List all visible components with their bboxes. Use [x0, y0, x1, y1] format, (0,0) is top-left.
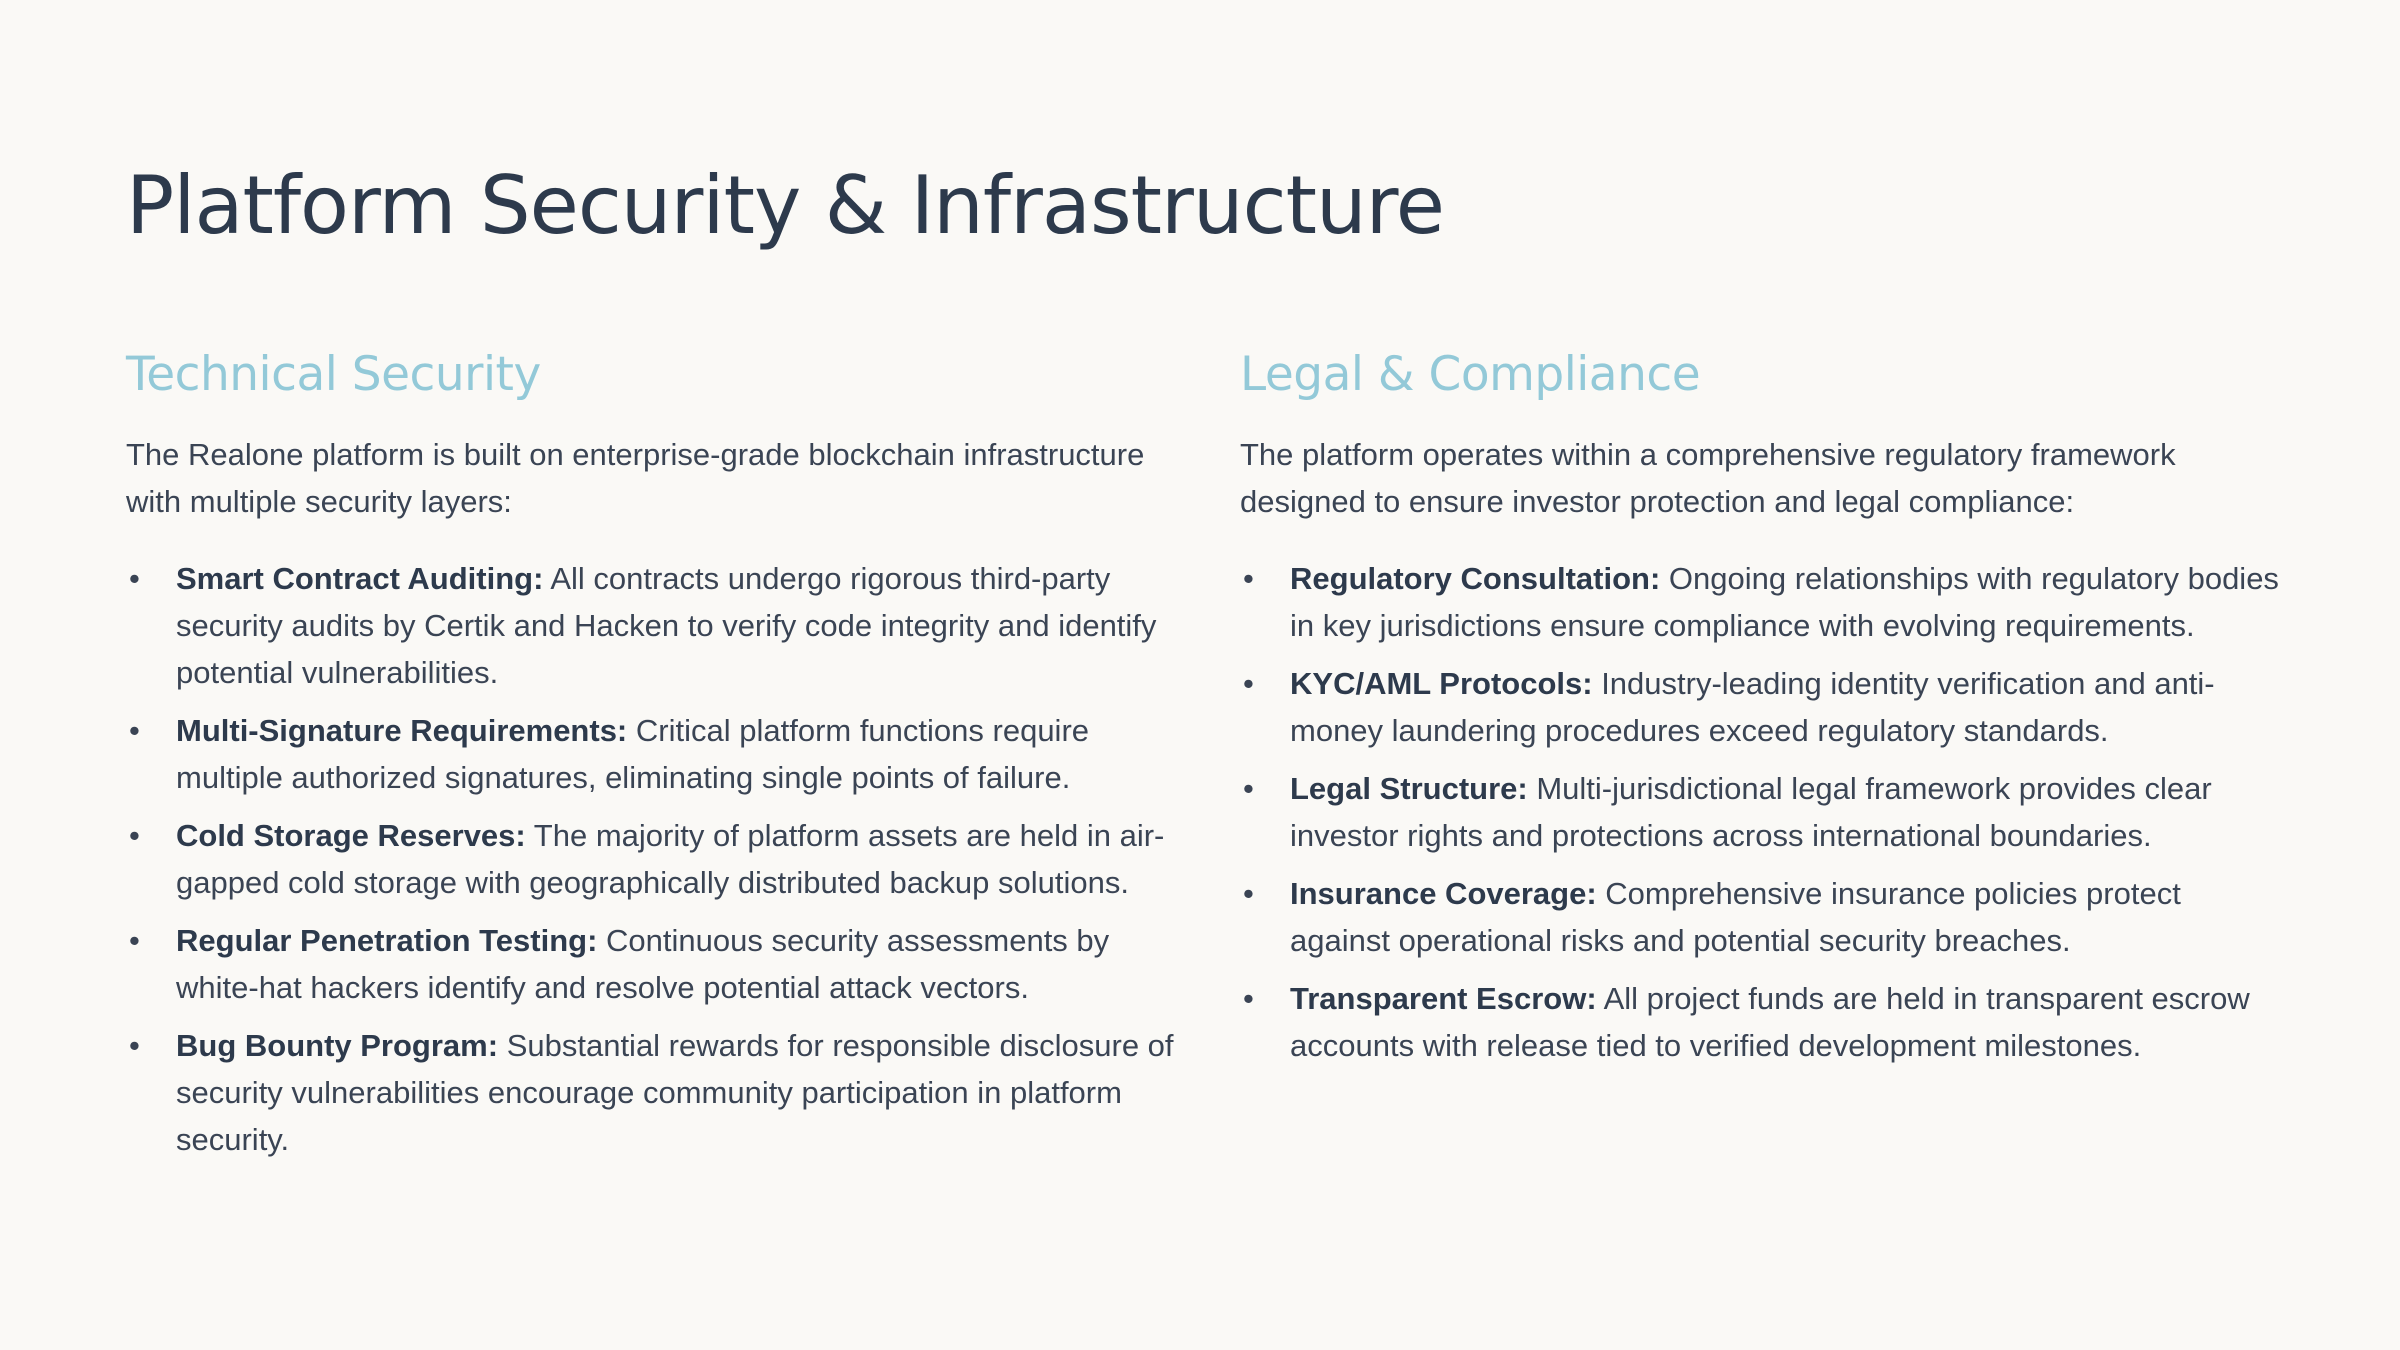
technical-security-intro: The Realone platform is built on enterprise-grade blockchain infrastructure with multiple security layers:: [126, 437, 1145, 519]
section-heading-legal-compliance: Legal & Compliance: [1240, 347, 1701, 402]
item-text: Ongoing relationships with regulatory bodies in key jurisdictions ensure compliance with evolving requirements.: [1290, 561, 2279, 643]
item-text: All contracts undergo rigorous third-party security audits by Certik and Hacken to verify code integrity and identify potential vulnerabilities.: [176, 561, 1157, 690]
bullet-icon: •: [129, 923, 140, 958]
item-text: Industry-leading identity verification and anti-money laundering procedures exceed regulatory standards.: [1290, 666, 2215, 748]
list-item: [1240, 870, 2280, 964]
item-text: Continuous security assessments by white-hat hackers identify and resolve potential attack vectors.: [176, 923, 1110, 1005]
list-item: [126, 1022, 1176, 1163]
bullet-icon: •: [129, 713, 140, 748]
bullet-icon: •: [1243, 561, 1254, 596]
legal-compliance-section: [1240, 345, 2280, 1080]
item-title: Multi-Signature Requirements:: [176, 713, 628, 748]
bullet-icon: •: [129, 561, 140, 596]
section-heading-technical-security: Technical Security: [126, 347, 541, 402]
bullet-icon: •: [1243, 666, 1254, 701]
bullet-icon: •: [129, 818, 140, 853]
list-item: [1240, 660, 2280, 754]
item-title: Smart Contract Auditing:: [176, 561, 544, 596]
item-text: Critical platform functions require multiple authorized signatures, eliminating single points of failure.: [176, 713, 1090, 795]
item-title: Bug Bounty Program:: [176, 1028, 499, 1063]
legal-compliance-list: [1240, 555, 2280, 1069]
item-text: Multi-jurisdictional legal framework provides clear investor rights and protections across international boundaries.: [1290, 771, 2212, 853]
item-title: Regulatory Consultation:: [1290, 561, 1661, 596]
list-item: [126, 917, 1176, 1011]
list-item: [1240, 555, 2280, 649]
bullet-icon: •: [1243, 771, 1254, 806]
list-item: [1240, 765, 2280, 859]
list-item: [126, 707, 1176, 801]
technical-security-section: [126, 345, 1176, 1174]
item-text: The majority of platform assets are held in air-gapped cold storage with geographically distributed backup solutions.: [176, 818, 1165, 900]
bullet-icon: •: [1243, 981, 1254, 1016]
bullet-icon: •: [1243, 876, 1254, 911]
item-text: All project funds are held in transparent escrow accounts with release tied to verified development milestones.: [1290, 981, 2250, 1063]
item-title: KYC/AML Protocols:: [1290, 666, 1593, 701]
item-title: Transparent Escrow:: [1290, 981, 1597, 1016]
item-text: Substantial rewards for responsible disclosure of security vulnerabilities encourage community participation in platform security.: [176, 1028, 1174, 1157]
page-title: Platform Security & Infrastructure: [126, 159, 1444, 252]
bullet-icon: •: [129, 1028, 140, 1063]
legal-compliance-intro: The platform operates within a comprehensive regulatory framework designed to ensure investor protection and legal compliance:: [1240, 437, 2176, 519]
list-item: [126, 812, 1176, 906]
item-title: Cold Storage Reserves:: [176, 818, 526, 853]
technical-security-list: [126, 555, 1176, 1163]
item-text: Comprehensive insurance policies protect against operational risks and potential security breaches.: [1290, 876, 2181, 958]
item-title: Regular Penetration Testing:: [176, 923, 598, 958]
list-item: [126, 555, 1176, 696]
item-title: Legal Structure:: [1290, 771, 1528, 806]
list-item: [1240, 975, 2280, 1069]
item-title: Insurance Coverage:: [1290, 876, 1597, 911]
